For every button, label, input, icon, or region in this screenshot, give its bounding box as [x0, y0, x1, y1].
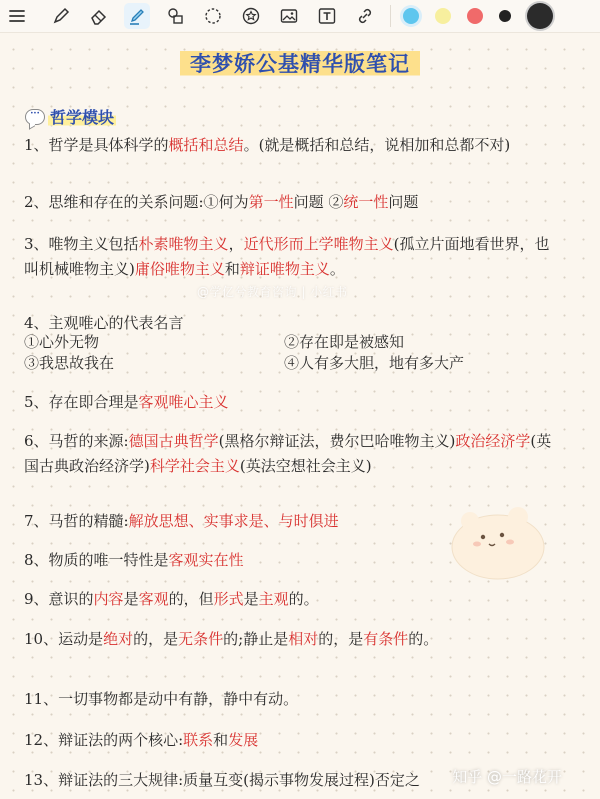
color-swatch-blue[interactable]	[403, 8, 419, 24]
text: 8、物质的唯一特性是	[24, 551, 169, 569]
highlighter-icon[interactable]	[124, 3, 150, 29]
key-term: 主观	[258, 590, 289, 608]
key-term: 客观唯心主义	[138, 393, 229, 411]
text: 5、存在即合理是	[24, 393, 139, 411]
text: 10、运动是	[24, 630, 104, 648]
note-item-12	[24, 728, 564, 753]
text: ，	[228, 235, 244, 253]
text: 3、唯物主义包括	[24, 235, 139, 253]
text: 。	[329, 260, 345, 278]
color-swatch-yellow[interactable]	[435, 8, 451, 24]
quote: ②存在即是被感知	[284, 333, 405, 351]
text: 的，但	[168, 590, 214, 608]
text: 的;静止是	[223, 630, 289, 648]
key-term: 朴素唯物主义	[138, 235, 229, 253]
key-term: 德国古典哲学	[128, 432, 219, 450]
key-term: 无条件	[178, 630, 224, 648]
eraser-icon[interactable]	[86, 3, 112, 29]
module-header	[25, 105, 116, 128]
key-term: 有条件	[363, 630, 409, 648]
menu-icon[interactable]	[4, 3, 30, 29]
text: 12、辩证法的两个核心:	[24, 731, 184, 749]
text: 和	[224, 260, 240, 278]
text: 。(就是概括和总结，说相加和总都不对)	[243, 136, 511, 154]
text: 和	[213, 731, 229, 749]
shapes-icon[interactable]	[162, 3, 188, 29]
quote: ①心外无物	[24, 333, 100, 351]
text: (黑格尔辩证法，费尔巴哈唯物主义)	[218, 432, 456, 450]
title-text: 李梦娇公基精华版笔记	[180, 47, 420, 81]
key-term: 辩证唯物主义	[239, 260, 330, 278]
color-swatch-red[interactable]	[467, 8, 483, 24]
speech-bubble-icon: ···	[25, 109, 45, 125]
toolbar-divider	[390, 5, 391, 27]
note-item-10	[24, 627, 554, 652]
text: 的，是	[318, 630, 364, 648]
text: 是	[123, 590, 139, 608]
key-term: 庸俗唯物主义	[134, 260, 225, 278]
note-item-3	[24, 232, 552, 282]
key-term: 解放思想、实事求是、与时俱进	[128, 512, 339, 530]
text: 的。	[288, 590, 319, 608]
pen-icon[interactable]	[48, 3, 74, 29]
text: 的，是	[133, 630, 179, 648]
text: 问题 ②	[293, 193, 344, 211]
key-term: 概括和总结	[168, 136, 244, 154]
note-item-5	[24, 390, 564, 415]
note-item-8	[24, 548, 564, 573]
key-term: 近代形而上学唯物主义	[243, 235, 394, 253]
note-item-9	[24, 587, 564, 612]
text: 的。	[408, 630, 439, 648]
watermark-corner: 知乎 @一路花开	[452, 768, 562, 786]
text: 9、意识的	[24, 590, 94, 608]
stroke-size-large[interactable]	[527, 3, 553, 29]
note-item-4-heading: 4、主观唯心的代表名言	[24, 314, 184, 332]
text: 2、思维和存在的关系问题:①何为	[24, 193, 249, 211]
note-item-1	[24, 133, 554, 158]
quote: ③我思故我在	[24, 354, 115, 372]
note-item-2	[24, 190, 564, 215]
quote: ④人有多大胆，地有多大产	[284, 354, 465, 372]
page-title	[0, 47, 600, 81]
link-icon[interactable]	[352, 3, 378, 29]
key-term: 形式	[213, 590, 244, 608]
text: 1、哲学是具体科学的	[24, 136, 169, 154]
text: 6、马哲的来源:	[24, 432, 129, 450]
key-term: 科学社会主义	[149, 457, 240, 475]
key-term: 绝对	[103, 630, 134, 648]
text: (英国古典政治经济学)	[24, 432, 552, 475]
text: 是	[243, 590, 259, 608]
quote-grid	[24, 332, 544, 374]
text: (孤立片面地看世界，也叫机械唯物主义)	[24, 235, 550, 278]
key-term: 第一性	[248, 193, 294, 211]
module-label: 哲学模块	[48, 105, 116, 128]
key-term: 内容	[93, 590, 124, 608]
key-term: 相对	[288, 630, 319, 648]
key-term: 发展	[228, 731, 259, 749]
note-item-6	[24, 429, 552, 479]
toolbar	[0, 0, 600, 33]
key-term: 政治经济学	[455, 432, 531, 450]
quote-row	[24, 353, 544, 374]
quote-row	[24, 332, 544, 353]
stroke-size-small[interactable]	[499, 10, 511, 22]
watermark-center: @学亿兮教育咨询 | 小红书	[197, 285, 348, 299]
image-icon[interactable]	[276, 3, 302, 29]
note-item-13: 13、辩证法的三大规律:质量互变(揭示事物发展过程)否定之	[24, 771, 420, 789]
text: (英法空想社会主义)	[239, 457, 372, 475]
key-term: 联系	[183, 731, 214, 749]
text: 7、马哲的精髓:	[24, 512, 129, 530]
key-term: 客观实在性	[168, 551, 244, 569]
key-term: 客观	[138, 590, 169, 608]
note-item-11: 11、一切事物都是动中有静，静中有动。	[24, 690, 299, 708]
text-icon[interactable]	[314, 3, 340, 29]
key-term: 统一性	[343, 193, 389, 211]
text: 问题	[388, 193, 419, 211]
lasso-icon[interactable]	[200, 3, 226, 29]
sticker-icon[interactable]	[238, 3, 264, 29]
